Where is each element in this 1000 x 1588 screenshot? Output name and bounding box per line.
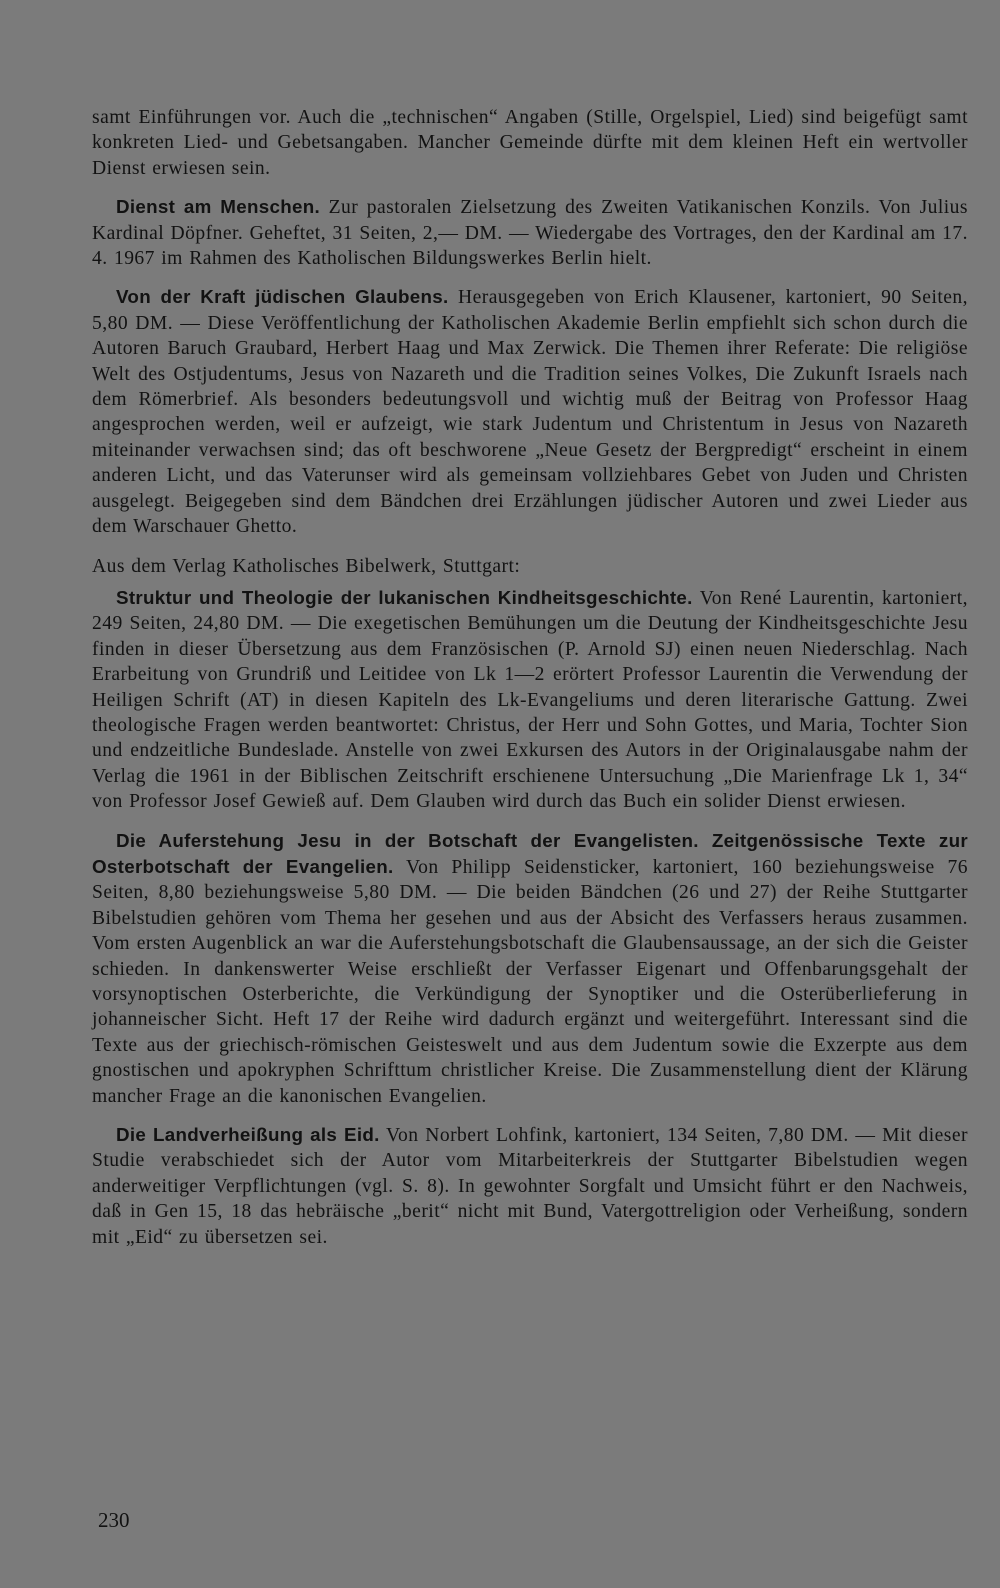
review-text: Zur pastoralen Zielsetzung des Zweiten Vatikanischen Konzils. Von Julius Kardinal Döpfner. Geheftet, 31 Seiten, 2,— DM. — Wiedergabe des Vortrages, den der Kardinal am 17. 4. 1967 im Rahmen des Katholischen Bildungswerkes Berlin hielt. xyxy=(92,197,969,270)
review-text: Herausgegeben von Erich Klausener, kartoniert, 90 Seiten, 5,80 DM. — Diese Veröffentlichung der Katholischen Akademie Berlin empfiehlt sich schon durch die Autoren Baruch Graubard, Herbert Haag und Max Zerwick. Die Themen ihrer Referate: Die religiöse Welt des Ostjudentums, Jesus von Nazareth und die Tradition seines Volkes, Die Zukunft Israels nach dem Römerbrief. Als besonders bedeutungsvoll und wichtig muß der Beitrag von Professor Haag angesprochen werden, weil er aufzeigt, wie stark Judentum und Christentum in Jesus von Nazareth miteinander verwachsen sind; das oft beschworene „Neue Gesetz der Bergpredigt“ erscheint in einem anderen Licht, und das Vaterunser wird als gemeinsam vollziehbares Gebet von Juden und Christen ausgelegt. Beigegeben sind dem Bändchen drei Erzählungen jüdischer Autoren und zwei Lieder aus dem Warschauer Ghetto. xyxy=(92,287,968,538)
page-number: 230 xyxy=(98,1508,130,1532)
review-title: Dienst am Menschen. xyxy=(116,196,321,218)
review-paragraph xyxy=(92,194,968,271)
review-title: Von der Kraft jüdischen Glaubens. xyxy=(116,286,449,308)
page-body xyxy=(92,105,968,1250)
review-paragraph xyxy=(92,1122,968,1250)
review-text: Von Norbert Lohfink, kartoniert, 134 Seiten, 7,80 DM. — Mit dieser Studie verabschiedet sich der Autor vom Mitarbeiterkreis der Stuttgarter Bibelstudien wegen anderweitiger Verpflichtungen (vgl. S. 8). In gewohnter Sorgfalt und Umsicht führt er den Nachweis, daß in Gen 15, 18 das hebräische „berit“ nicht mit Bund, Vatergottreligion oder Verheißung, sondern mit „Eid“ zu übersetzen sei. xyxy=(92,1125,968,1248)
publisher-heading: Aus dem Verlag Katholisches Bibelwerk, Stuttgart: xyxy=(92,555,521,577)
review-title: Die Auferstehung Jesu in der Botschaft der Evangelisten. Zeitgenössische Texte zur Osterbotschaft der Evangelien. xyxy=(92,829,968,877)
intro-paragraph: samt Einführungen vor. Auch die „technischen“ Angaben (Stille, Orgelspiel, Lied) sind beigefügt samt konkreten Lied- und Gebetsangaben. Mancher Gemeinde dürfte mit dem kleinen Heft ein wertvoller Dienst erwiesen sein. xyxy=(92,107,968,179)
review-paragraph xyxy=(92,284,968,539)
review-title: Die Landverheißung als Eid. xyxy=(116,1124,380,1146)
review-paragraph xyxy=(92,585,968,815)
review-text: Von René Laurentin, kartoniert, 249 Seiten, 24,80 DM. — Die exegetischen Bemühungen um die Deutung der Kindheitsgeschichte Jesu finden in dieser Übersetzung aus dem Französischen (P. Arnold SJ) einen neuen Niederschlag. Nach Erarbeitung von Grundriß und Leitidee von Lk 1—2 erörtert Professor Laurentin die Verwendung der Heiligen Schrift (AT) in diesen Kapiteln des Lk-Evangeliums und deren literarische Gattung. Zwei theologische Fragen werden beantwortet: Christus, der Herr und Sohn Gottes, und Maria, Tochter Sion und endzeitliche Bundeslade. Anstelle von zwei Exkursen des Autors in der Originalausgabe nahm der Verlag die 1961 in der Biblischen Zeitschrift erschienene Untersuchung „Die Marienfrage Lk 1, 34“ von Professor Josef Gewieß auf. Dem Glauben wird durch das Buch ein solider Dienst erwiesen. xyxy=(92,587,968,813)
review-paragraph xyxy=(92,828,968,1109)
review-text: Von Philipp Seidensticker, kartoniert, 160 beziehungsweise 76 Seiten, 8,80 beziehungsweise 5,80 DM. — Die beiden Bändchen (26 und 27) der Reihe Stuttgarter Bibelstudien gehören vom Thema her gesehen und aus der Absicht des Verfassers heraus zusammen. Vom ersten Augenblick an war die Auferstehungsbotschaft die Glaubensaussage, an der sich die Geister schieden. In dankenswerter Weise erschließt der Verfasser Eigenart und Offenbarungsgehalt der vorsynoptischen Osterberichte, die Verkündigung der Synoptiker und die Osterüberlieferung in johanneischer Sicht. Heft 17 der Reihe wird dadurch ergänzt und weitergeführt. Interessant sind die Texte aus der griechisch-römischen Geisteswelt und aus dem Judentum sowie die Exzerpte aus dem gnostischen und apokryphen Schrifttum christlicher Kreise. Die Zusammenstellung dient der Klärung mancher Frage an die kanonischen Evangelien. xyxy=(92,856,968,1107)
review-title: Struktur und Theologie der lukanischen Kindheitsgeschichte. xyxy=(116,586,693,608)
